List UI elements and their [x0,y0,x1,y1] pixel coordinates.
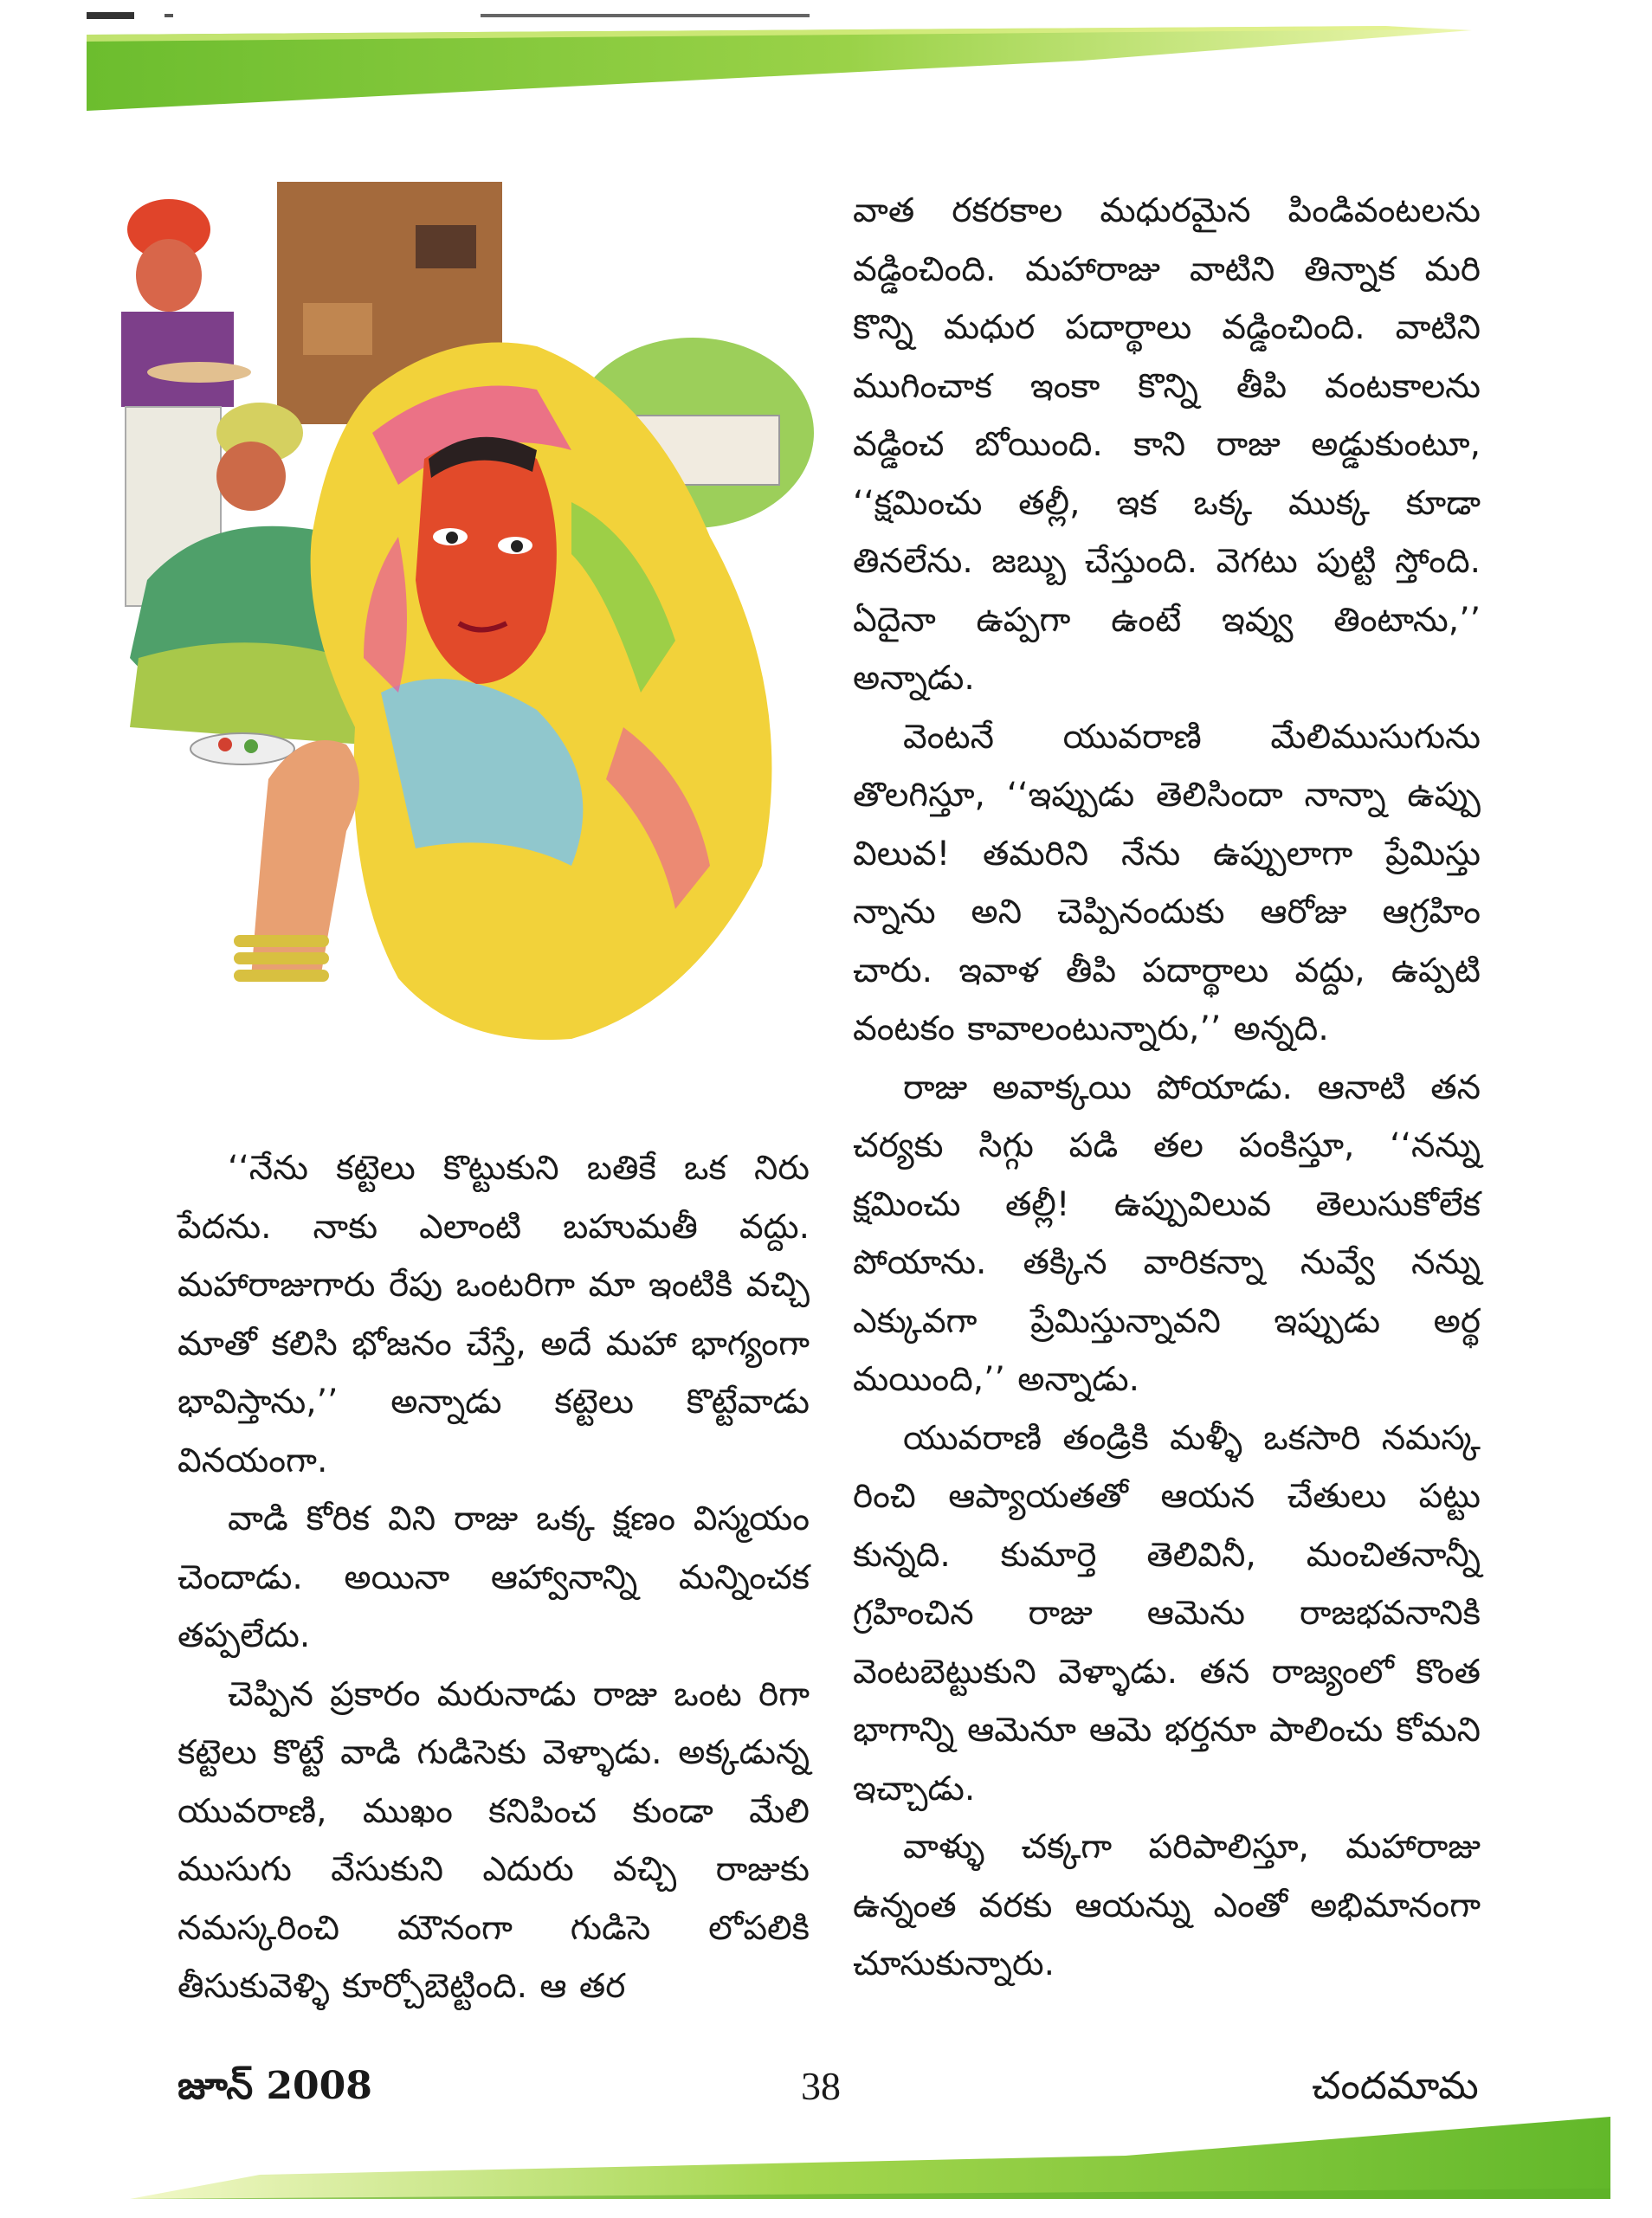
story-paragraph: ‘‘నేను కట్టెలు కొట్టుకుని బతికే ఒక నిరు పేదను. నాకు ఎలాంటి బహుమతీ వద్దు. మహారాజుగారు రేపు ఒంటరిగా మా ఇంటికి వచ్చి మాతో కలిసి భోజనం చేస్తే, అదే మహా భాగ్యంగా భావిస్తాను,’’ అన్నాడు కట్టెలు కొట్టేవాడు వినయంగా. [177,1149,810,1480]
story-paragraph: వాత రకరకాల మధురమైన పిండివంటలను వడ్డించింది. మహారాజు వాటిని తిన్నాక మరి కొన్ని మధుర పదార్థాలు వడ్డించింది. వాటిని ముగించాక ఇంకా కొన్ని తీపి వంటకాలను వడ్డించ బోయింది. కాని రాజు అడ్డుకుంటూ, ‘‘క్షమించు తల్లీ, ఇక ఒక్క ముక్క కూడా తినలేను. జబ్బు చేస్తుంది. వెగటు పుట్టి స్తోంది. ఏదైనా ఉప్పగా ఉంటే ఇవ్వు తింటాను,’’ అన్నాడు. [853,191,1481,698]
bottom-green-band [0,2095,1652,2218]
top-green-band [0,0,1652,121]
footer-issue-date: జూన్ 2008 [177,2064,372,2108]
story-illustration [87,173,831,1056]
story-column-right [853,182,1481,1994]
footer-page-number: 38 [801,2064,841,2108]
story-paragraph: వాళ్ళు చక్కగా పరిపాలిస్తూ, మహారాజు ఉన్నంత వరకు ఆయన్ను ఎంతో అభిమానంగా చూసుకున్నారు. [853,1828,1481,1983]
story-paragraph: వాడి కోరిక విని రాజు ఒక్క క్షణం విస్మయం చెందాడు. అయినా ఆహ్వానాన్ని మన్నించక తప్పలేదు. [177,1499,810,1655]
footer-magazine-name: చందమామ [1312,2064,1479,2108]
story-paragraph: వెంటనే యువరాణి మేలిముసుగును తొలగిస్తూ, ‘‘ఇప్పుడు తెలిసిందా నాన్నా ఉప్పు విలువ! తమరిని నేను ఉప్పులాగా ప్రేమిస్తు న్నాను అని చెప్పినందుకు ఆరోజు ఆగ్రహిం చారు. ఇవాళ తీపి పదార్థాలు వద్దు, ఉప్పటి వంటకం కావాలంటున్నారు,’’ అన్నది. [853,717,1481,1048]
story-paragraph: చెప్పిన ప్రకారం మరునాడు రాజు ఒంట రిగా కట్టెలు కొట్టే వాడి గుడిసెకు వెళ్ళాడు. అక్కడున్న యువరాణి, ముఖం కనిపించ కుండా మేలి ముసుగు వేసుకుని ఎదురు వచ్చి రాజుకు నమస్కరించి మౌనంగా గుడిసె లోపలికి తీసుకువెళ్ళి కూర్చోబెట్టింది. ఆ తర [177,1674,810,2006]
story-column-left [177,1139,810,2016]
story-paragraph: రాజు అవాక్కయి పోయాడు. ఆనాటి తన చర్యకు సిగ్గు పడి తల పంకిస్తూ, ‘‘నన్ను క్షమించు తల్లీ! ఉప్పువిలువ తెలుసుకోలేక పోయాను. తక్కిన వారికన్నా నువ్వే నన్ను ఎక్కువగా ప్రేమిస్తున్నావని ఇప్పుడు అర్థ మయింది,’’ అన్నాడు. [853,1067,1481,1399]
story-paragraph: యువరాణి తండ్రికి మళ్ళీ ఒకసారి నమస్క రించి ఆప్యాయతతో ఆయన చేతులు పట్టు కున్నది. కుమార్తె తెలివినీ, మంచితనాన్నీ గ్రహించిన రాజు ఆమెను రాజభవనానికి వెంటబెట్టుకుని వెళ్ళాడు. తన రాజ్యంలో కొంత భాగాన్ని ఆమెనూ ఆమె భర్తనూ పాలించు కోమని ఇచ్చాడు. [853,1418,1481,1809]
